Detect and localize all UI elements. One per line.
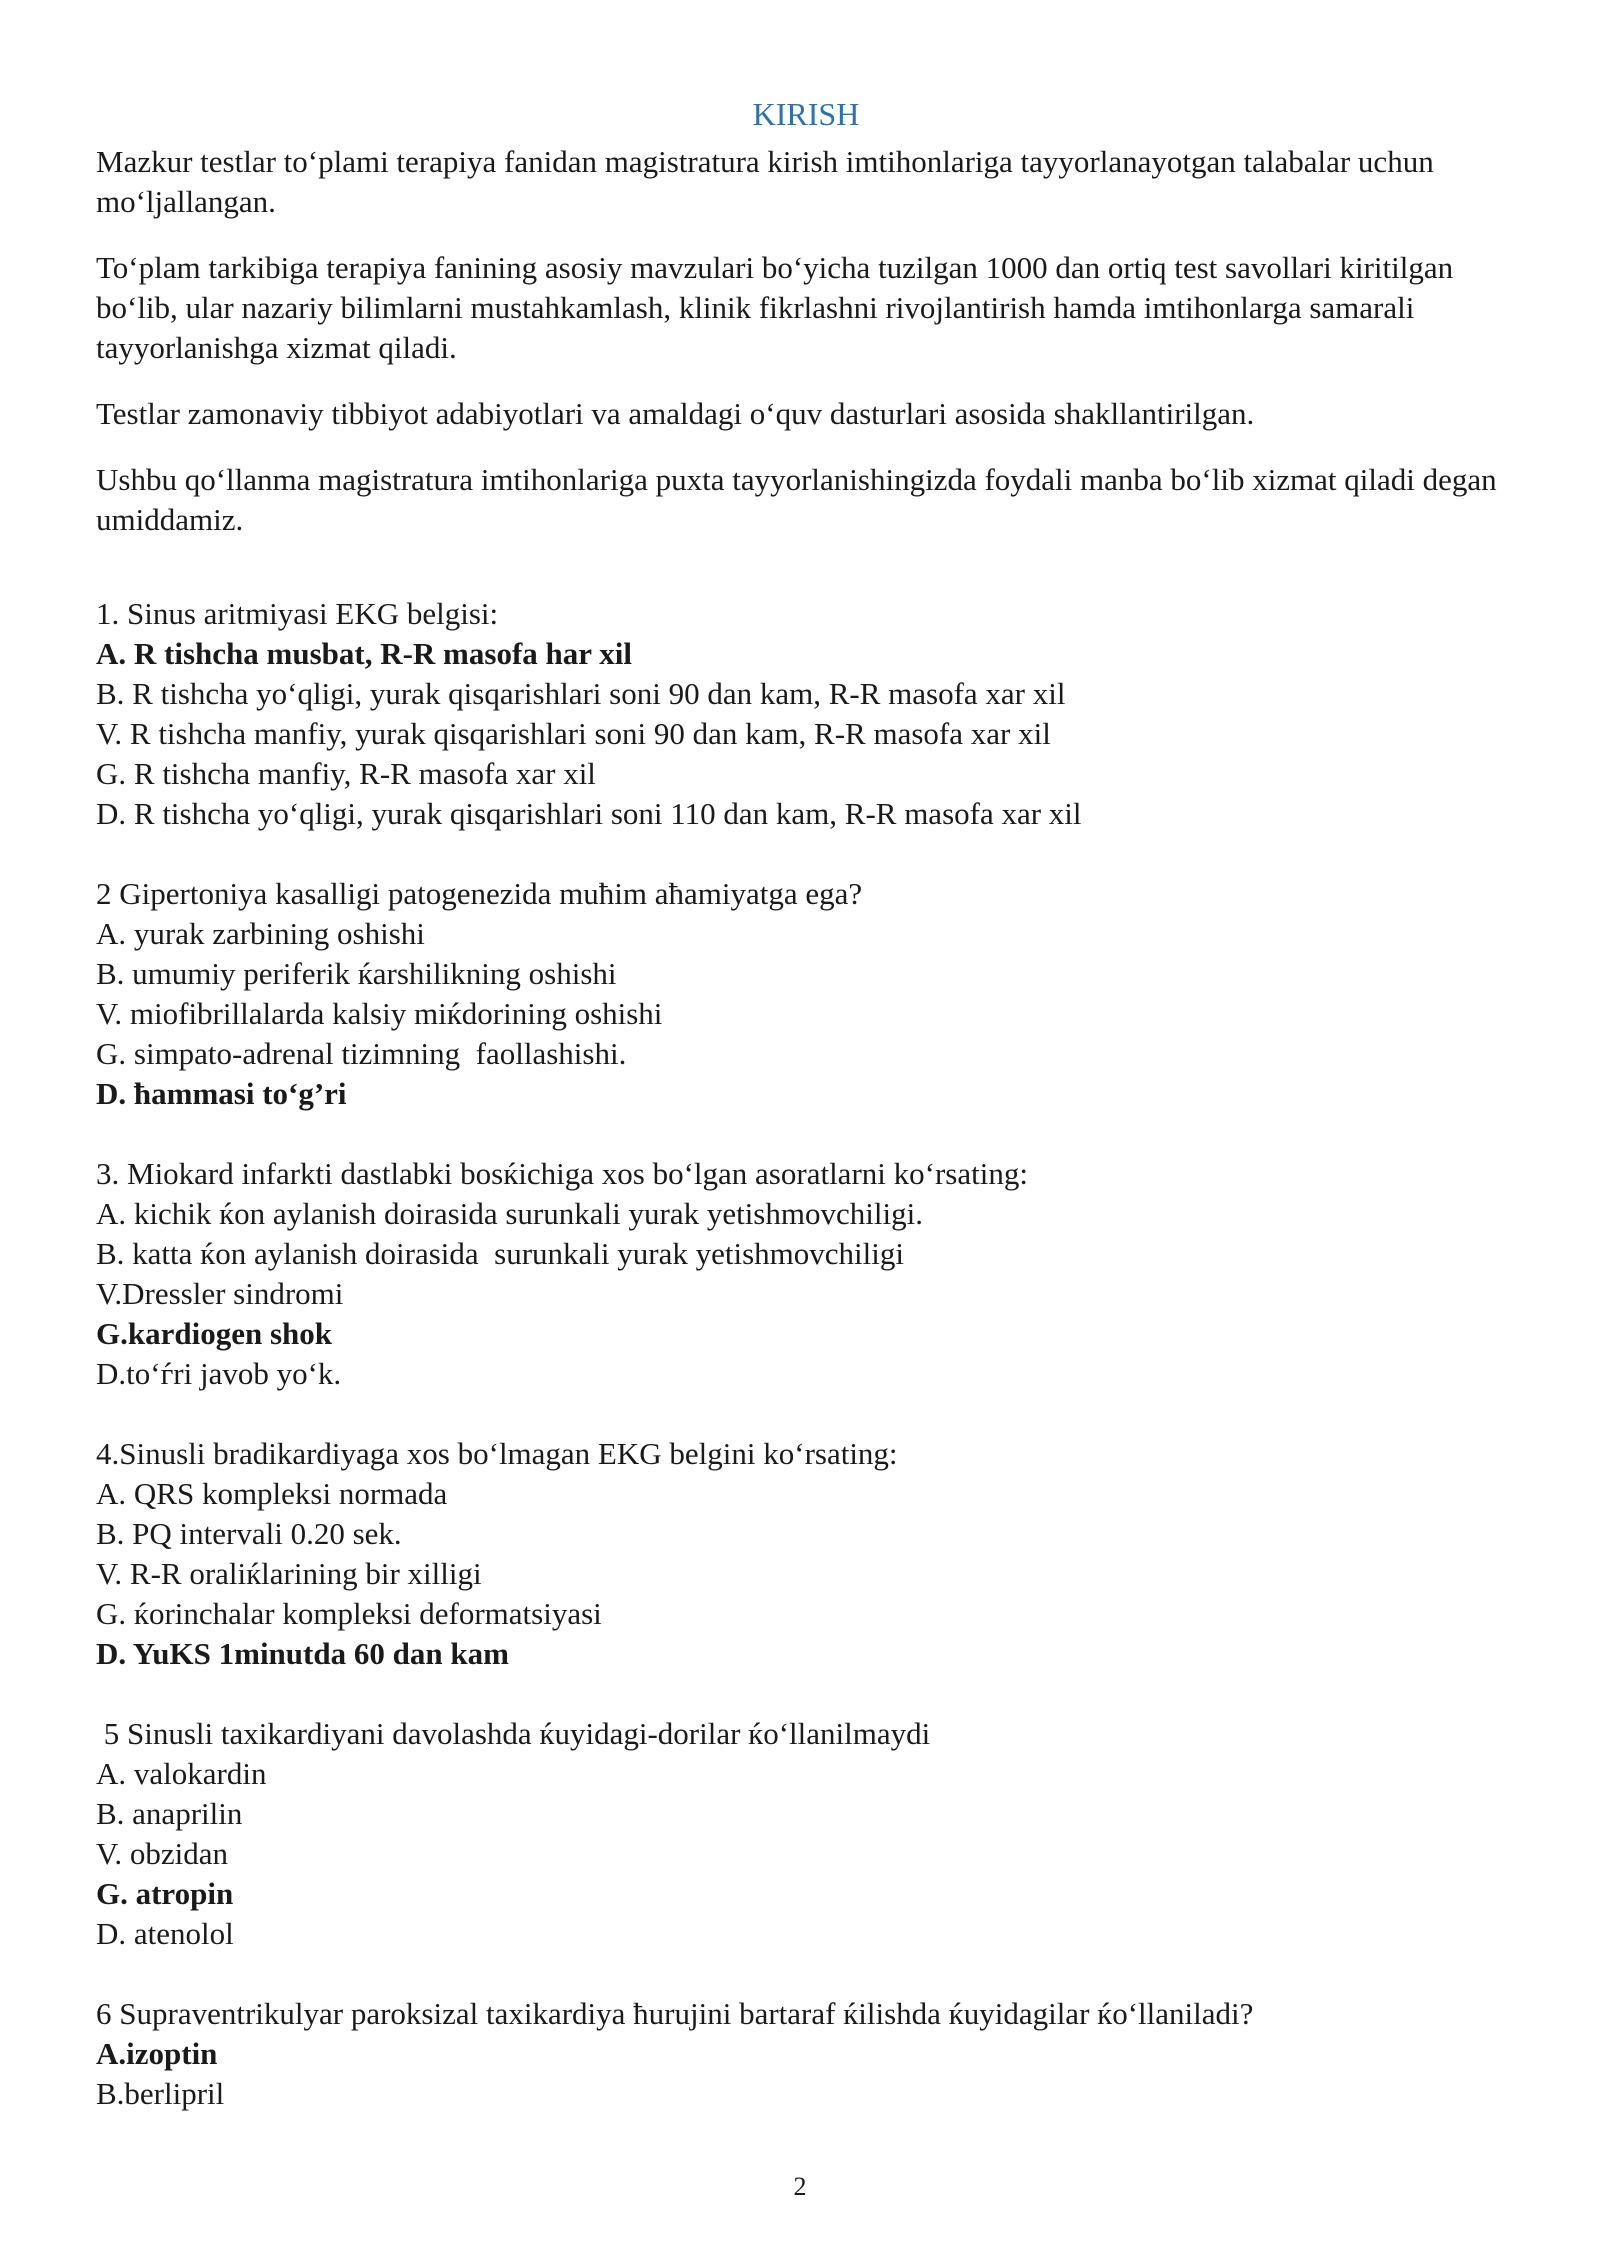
question-text: 3. Miokard infarkti dastlabki bosќichiga xos bo‘lgan asoratlarni ko‘rsating: <box>96 1156 1028 1191</box>
question-block <box>96 1154 1516 1394</box>
question-text: 1. Sinus aritmiyasi EKG belgisi: <box>96 596 499 631</box>
answer-option: V. R-R oraliќlarining bir xilligi <box>96 1556 482 1591</box>
intro-section <box>96 142 1516 540</box>
answer-option: B. R tishcha yo‘qligi, yurak qisqarishlari soni 90 dan kam, R-R masofa xar xil <box>96 676 1066 711</box>
question-text: 2 Gipertoniya kasalligi patogenezida muħim aħamiyatga ega? <box>96 876 863 911</box>
answer-option: D. atenolol <box>96 1916 234 1951</box>
page-number: 2 <box>793 2172 807 2201</box>
question-text: 6 Supraventrikulyar paroksizal taxikardiya ħurujini bartaraf ќilishda ќuyidagilar ќo‘llaniladi? <box>96 1996 1254 2031</box>
answer-option: V. R tishcha manfiy, yurak qisqarishlari soni 90 dan kam, R-R masofa xar xil <box>96 716 1051 751</box>
question-text: 4.Sinusli bradikardiyaga xos bo‘lmagan EKG belgini ko‘rsating: <box>96 1436 898 1471</box>
intro-paragraph: Ushbu qo‘llanma magistratura imtihonlariga puxta tayyorlanishingizda foydali manba bo‘lib xizmat qiladi degan umiddamiz. <box>96 462 1497 537</box>
answer-option: B. umumiy periferik ќarshilikning oshishi <box>96 956 617 991</box>
answer-option: B. PQ intervali 0.20 sek. <box>96 1516 402 1551</box>
intro-paragraph: To‘plam tarkibiga terapiya fanining asosiy mavzulari bo‘yicha tuzilgan 1000 dan ortiq test savollari kiritilgan bo‘lib, ular nazariy bilimlarni mustahkamlash, klinik fikrlashni rivojlantirish hamda imtihonlarga samarali tayyorlanishga xizmat qiladi. <box>96 250 1454 365</box>
question-block <box>96 1714 1516 1954</box>
answer-option: G. simpato-adrenal tizimning faollashishi. <box>96 1036 627 1071</box>
answer-option-correct: A.izoptin <box>96 2036 218 2071</box>
answer-option: A. yurak zarbining oshishi <box>96 916 425 951</box>
answer-option-correct: A. R tishcha musbat, R-R masofa har xil <box>96 636 632 671</box>
answer-option: A. QRS kompleksi normada <box>96 1476 448 1511</box>
answer-option-correct: G. atropin <box>96 1876 234 1911</box>
answer-option: A. valokardin <box>96 1756 267 1791</box>
question-block <box>96 874 1516 1114</box>
answer-option: B.berlipril <box>96 2076 225 2111</box>
answer-option-correct: D. YuKS 1minutda 60 dan kam <box>96 1636 509 1671</box>
answer-option: D. R tishcha yo‘qligi, yurak qisqarishlari soni 110 dan kam, R-R masofa xar xil <box>96 796 1082 831</box>
answer-option: B. anaprilin <box>96 1796 243 1831</box>
page-content <box>96 94 1516 2154</box>
answer-option-correct: D. ħammasi to‘g’ri <box>96 1076 347 1111</box>
answer-option: G. R tishcha manfiy, R-R masofa xar xil <box>96 756 596 791</box>
intro-paragraph: Testlar zamonaviy tibbiyot adabiyotlari va amaldagi o‘quv dasturlari asosida shakllantirilgan. <box>96 396 1255 431</box>
page-title: KIRISH <box>752 96 860 132</box>
answer-option: D.to‘ѓri javob yo‘k. <box>96 1356 342 1391</box>
question-text: 5 Sinusli taxikardiyani davolashda ќuyidagi-dorilar ќo‘llanilmaydi <box>96 1716 931 1751</box>
answer-option: V. obzidan <box>96 1836 229 1871</box>
answer-option: B. katta ќon aylanish doirasida surunkali yurak yetishmovchiligi <box>96 1236 904 1271</box>
answer-option: A. kichik ќon aylanish doirasida surunkali yurak yetishmovchiligi. <box>96 1196 923 1231</box>
answer-option: V.Dressler sindromi <box>96 1276 344 1311</box>
question-list <box>96 594 1516 2114</box>
intro-paragraph: Mazkur testlar to‘plami terapiya fanidan magistratura kirish imtihonlariga tayyorlanayotgan talabalar uchun mo‘ljallangan. <box>96 144 1434 219</box>
question-block <box>96 1434 1516 1674</box>
answer-option: G. ќorinchalar kompleksi deformatsiyasi <box>96 1596 602 1631</box>
answer-option: V. miofibrillalarda kalsiy miќdorining oshishi <box>96 996 663 1031</box>
question-block <box>96 1994 1516 2114</box>
answer-option-correct: G.kardiogen shok <box>96 1316 333 1351</box>
question-block <box>96 594 1516 834</box>
